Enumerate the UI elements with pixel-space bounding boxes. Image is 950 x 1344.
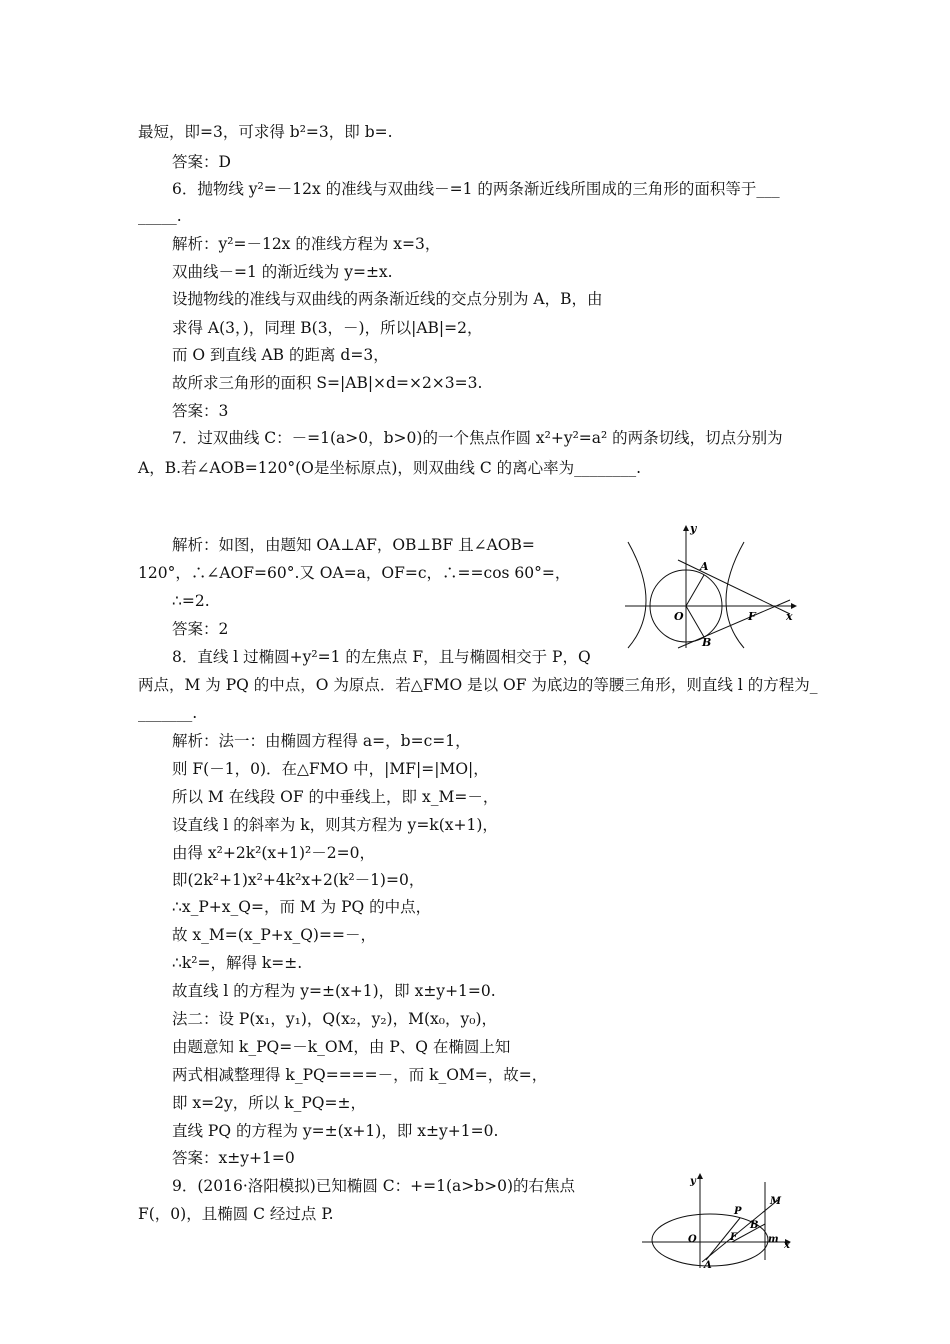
label-B: B [702, 636, 712, 649]
answer-line: 答案：D [172, 153, 231, 171]
label-A: A [704, 1260, 712, 1270]
text-line: 则 F(－1，0)．在△FMO 中，|MF|=|MO|， [172, 760, 489, 778]
label-x: x [786, 610, 793, 623]
label-O: O [674, 610, 684, 623]
text-line: _____. [138, 207, 182, 225]
text-line: ∴k²=，解得 k=±. [172, 954, 303, 972]
text-line: 故 x_M=(x_P+x_Q)==－， [172, 926, 376, 944]
text-line: 即 x=2y，所以 k_PQ=±， [172, 1094, 366, 1112]
hyperbola-circle-figure [620, 520, 810, 650]
text-line: 故直线 l 的方程为 y=±(x+1)，即 x±y+1=0. [172, 982, 496, 1000]
question-line: 6．抛物线 y²=－12x 的准线与双曲线－=1 的两条渐近线所围成的三角形的面积等于___ [172, 180, 780, 198]
text-line: 法二：设 P(x₁，y₁)，Q(x₂，y₂)，M(x₀，y₀)， [172, 1010, 497, 1028]
text-line: 解析：法一：由椭圆方程得 a=，b=c=1， [172, 732, 471, 750]
label-O: O [688, 1234, 697, 1245]
text-line: 两点，M 为 PQ 的中点，O 为原点．若△FMO 是以 OF 为底边的等腰三角形，则直线 l 的方程为_ [138, 676, 818, 694]
tangent-line-B [678, 600, 790, 648]
text-line: ∴=2. [172, 592, 210, 610]
text-line: 由得 x²+2k²(x+1)²－2=0， [172, 844, 375, 862]
text-line: 设直线 l 的斜率为 k，则其方程为 y=k(x+1)， [172, 816, 498, 834]
question-line: 8．直线 l 过椭圆+y²=1 的左焦点 F，且与椭圆相交于 P，Q [172, 648, 591, 666]
label-M: M [770, 1196, 782, 1207]
text-line: 120°，∴∠AOF=60°.又 OA=a，OF=c，∴==cos 60°=， [138, 564, 571, 582]
text-line: 解析：y²=－12x 的准线方程为 x=3， [172, 235, 441, 253]
answer-line: 答案：3 [172, 402, 229, 420]
label-F: F [748, 610, 756, 623]
ellipse-figure [640, 1170, 800, 1270]
label-y: y [690, 522, 697, 535]
question-line: 9．(2016·洛阳模拟)已知椭圆 C：+=1(a>b>0)的右焦点 [172, 1177, 576, 1195]
answer-line: 答案：x±y+1=0 [172, 1149, 295, 1167]
text-line: 两式相减整理得 k_PQ====－，而 k_OM=，故=， [172, 1066, 548, 1084]
text-line: 由题意知 k_PQ=－k_OM，由 P、Q 在椭圆上知 [172, 1038, 511, 1056]
text-line: 解析：如图，由题知 OA⊥AF，OB⊥BF 且∠AOB= [172, 536, 535, 554]
text-line: 故所求三角形的面积 S=|AB|×d=×2×3=3. [172, 374, 483, 392]
label-F: F [730, 1232, 738, 1243]
text-line: _______. [138, 704, 198, 722]
text-line: 设抛物线的准线与双曲线的两条渐近线的交点分别为 A，B，由 [172, 290, 603, 308]
label-y: y [690, 1176, 696, 1187]
text-line: A，B.若∠AOB=120°(O是坐标原点)，则双曲线 C 的离心率为________. [138, 459, 642, 477]
text-line: 所以 M 在线段 OF 的中垂线上，即 x_M=－， [172, 788, 499, 806]
text-line: 双曲线－=1 的渐近线为 y=±x. [172, 263, 393, 281]
label-B: B [750, 1220, 759, 1231]
segment-OB [686, 606, 704, 637]
hyperbola-right-branch [726, 542, 744, 648]
text-line: 即(2k²+1)x²+4k²x+2(k²－1)=0， [172, 871, 425, 889]
question-line: 7．过双曲线 C：－=1(a>0，b>0)的一个焦点作圆 x²+y²=a² 的两条切线，切点分别为 [172, 429, 783, 447]
label-m: m [768, 1234, 779, 1245]
text-line: 直线 PQ 的方程为 y=±(x+1)，即 x±y+1=0. [172, 1122, 499, 1140]
text-line: ∴x_P+x_Q=，而 M 为 PQ 的中点， [172, 898, 432, 916]
text-line: F(，0)，且椭圆 C 经过点 P. [138, 1205, 334, 1223]
answer-line: 答案：2 [172, 620, 229, 638]
text-line: 求得 A(3，)，同理 B(3，－)，所以|AB|=2， [172, 319, 483, 337]
segment-OA [686, 575, 704, 606]
text-line: 最短，即=3，可求得 b²=3，即 b=. [138, 123, 393, 141]
hyperbola-left-branch [628, 542, 646, 648]
label-A: A [700, 560, 709, 573]
label-P: P [734, 1206, 742, 1217]
label-x: x [784, 1240, 790, 1251]
text-line: 而 O 到直线 AB 的距离 d=3， [172, 346, 389, 364]
